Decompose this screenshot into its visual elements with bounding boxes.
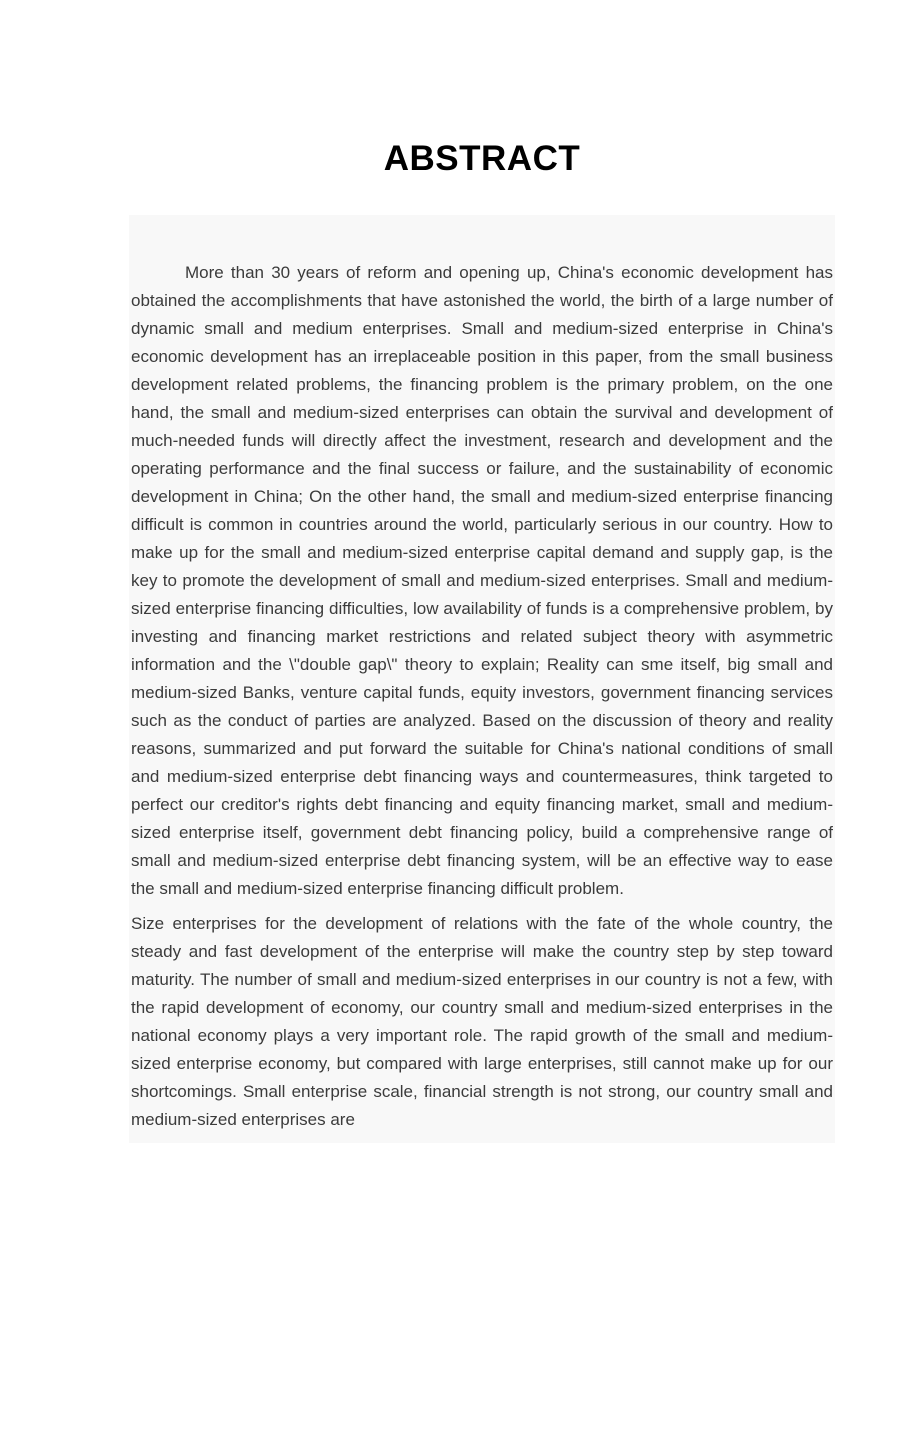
page-title: ABSTRACT: [383, 139, 581, 178]
abstract-section: [129, 215, 835, 1143]
document-page: [0, 140, 920, 1442]
abstract-paragraph-1: More than 30 years of reform and opening up, China's economic development has obtained the accomplishments that have astonished the world, the birth of a large number of dynamic small and medium enterprises. Small and medium-sized enterprise in China's economic development has an irreplaceable position in this paper, from the small business development related problems, the financing problem is the primary problem, on the one hand, the small and medium-sized enterprises can obtain the survival and development of much-needed funds will directly affect the investment, research and development and the operating performance and the final success or failure, and the sustainability of economic development in China; On the other hand, the small and medium-sized enterprise financing difficult is common in countries around the world, particularly serious in our country. How to make up for the small and medium-sized enterprise capital demand and supply gap, is the key to promote the development of small and medium-sized enterprises. Small and medium-sized enterprise financing difficulties, low availability of funds is a comprehensive problem, by investing and financing market restrictions and related subject theory with asymmetric information and the \"double gap\" theory to explain; Reality can sme itself, big small and medium-sized Banks, venture capital funds, equity investors, government financing services such as the conduct of parties are analyzed. Based on the discussion of theory and reality reasons, summarized and put forward the suitable for China's national conditions of small and medium-sized enterprise debt financing ways and countermeasures, think targeted to perfect our creditor's rights debt financing and equity financing market, small and medium-sized enterprise itself, government debt financing policy, build a comprehensive range of small and medium-sized enterprise debt financing system, will be an effective way to ease the small and medium-sized enterprise financing difficult problem.: [131, 263, 833, 898]
abstract-paragraph-2: Size enterprises for the development of relations with the fate of the whole country, the steady and fast development of the enterprise will make the country step by step toward maturity. The number of small and medium-sized enterprises in our country is not a few, with the rapid development of economy, our country small and medium-sized enterprises in the national economy plays a very important role. The rapid growth of the small and medium-sized enterprise economy, but compared with large enterprises, still cannot make up for our shortcomings. Small enterprise scale, financial strength is not strong, our country small and medium-sized enterprises are: [131, 914, 833, 1129]
